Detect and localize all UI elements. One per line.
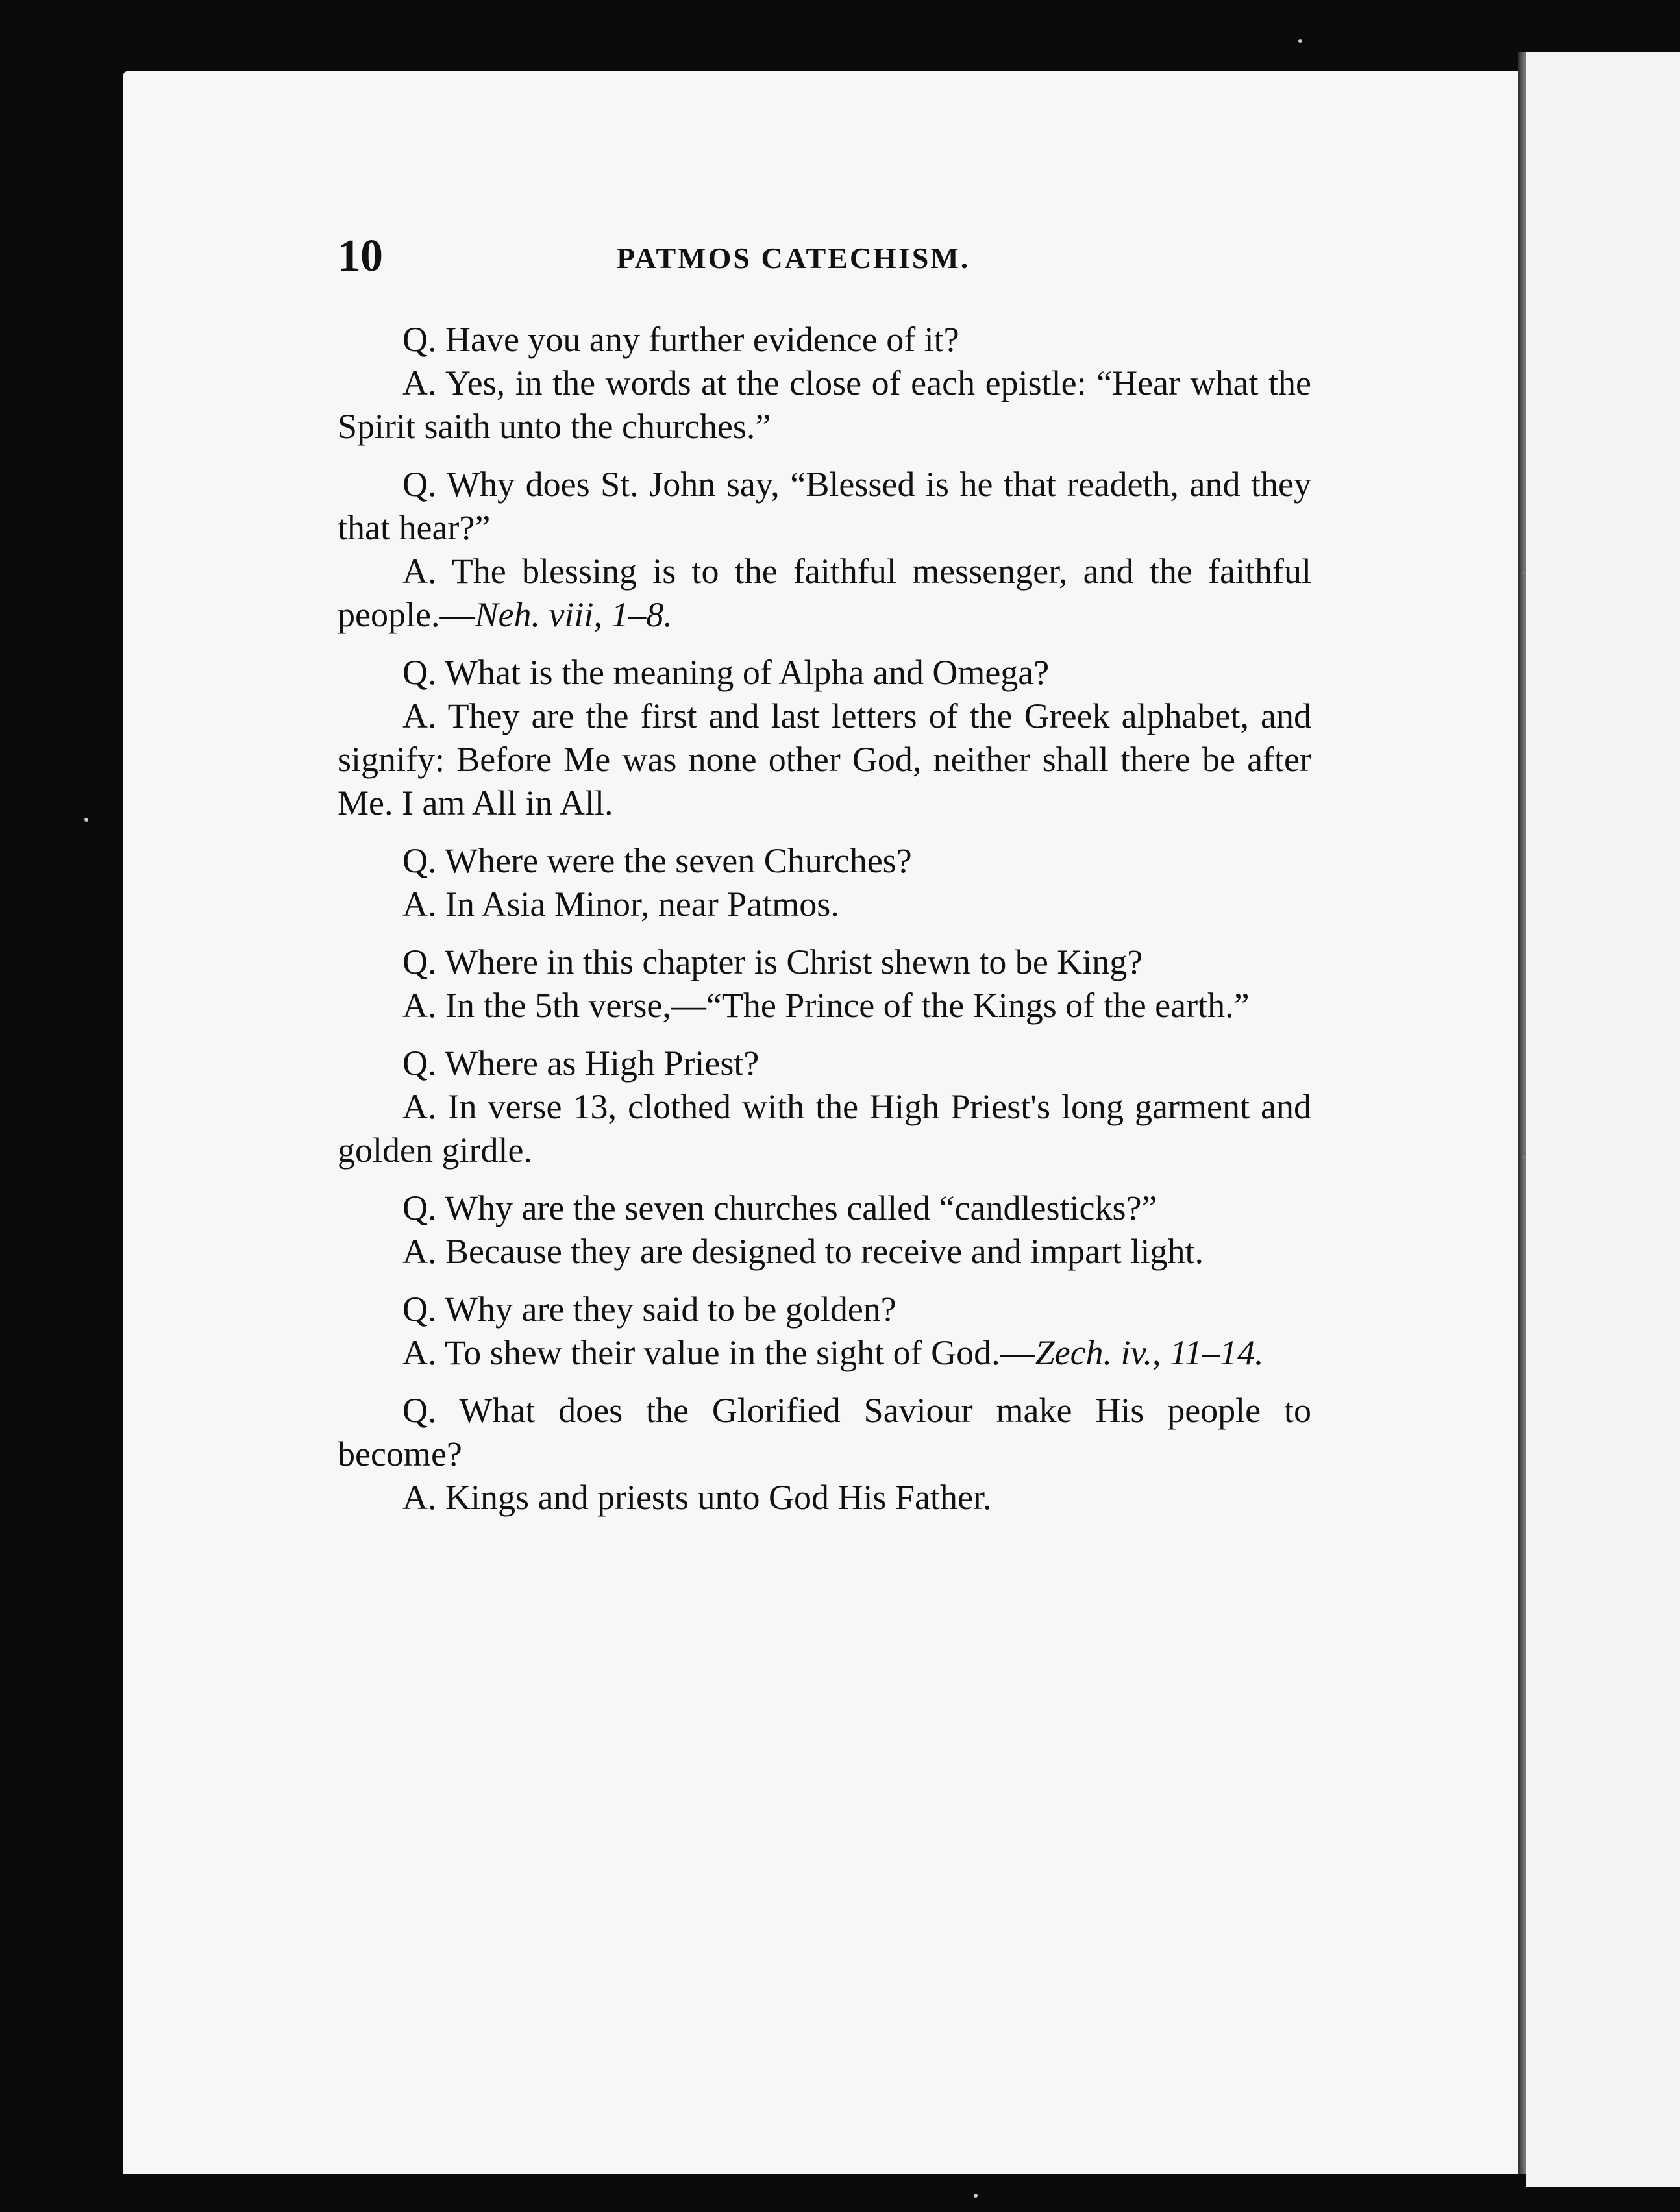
qa-block (338, 1389, 1311, 1519)
answer: A. The blessing is to the faithful messenger, and the faithful people.—Neh. viii, 1–8. (338, 552, 1311, 634)
qa-block (338, 318, 1311, 449)
question: Q. What does the Glorified Saviour make His people to become? (338, 1391, 1311, 1473)
question: Q. Where as High Priest? (402, 1044, 760, 1083)
question: Q. What is the meaning of Alpha and Omega? (402, 653, 1050, 692)
citation: Zech. iv., 11–14. (1035, 1333, 1264, 1372)
qa-block (338, 940, 1311, 1027)
answer: A. Because they are designed to receive and impart light. (402, 1232, 1204, 1271)
answer: A. To shew their value in the sight of God.—Zech. iv., 11–14. (402, 1333, 1264, 1372)
answer: A. In Asia Minor, near Patmos. (402, 885, 839, 924)
scan-speck (1522, 571, 1526, 575)
question: Q. Why does St. John say, “Blessed is he that readeth, and they that hear?” (338, 465, 1311, 547)
question: Q. Where were the seven Churches? (402, 841, 912, 880)
catechism-text (338, 318, 1311, 1534)
scan-speck (84, 818, 88, 822)
scan-speck (1522, 1155, 1526, 1159)
question: Q. Why are they said to be golden? (402, 1290, 896, 1329)
qa-block (338, 1288, 1311, 1375)
answer: A. In the 5th verse,—“The Prince of the Kings of the earth.” (402, 986, 1250, 1025)
citation: Neh. viii, 1–8. (475, 595, 673, 634)
answer: A. Yes, in the words at the close of each epistle: “Hear what the Spirit saith unto the churches.” (338, 363, 1311, 446)
question: Q. Have you any further evidence of it? (402, 320, 959, 359)
scan-speck (1298, 39, 1302, 43)
page-header (338, 230, 1298, 289)
qa-block (338, 1042, 1311, 1172)
qa-block (338, 1186, 1311, 1273)
answer: A. In verse 13, clothed with the High Priest's long garment and golden girdle. (338, 1087, 1311, 1170)
qa-block (338, 839, 1311, 926)
qa-block (338, 463, 1311, 637)
qa-block (338, 651, 1311, 825)
page-number: 10 (338, 231, 383, 281)
question: Q. Where in this chapter is Christ shewn to be King? (402, 942, 1143, 981)
facing-page-edge (1526, 52, 1680, 2187)
answer: A. Kings and priests unto God His Father. (402, 1478, 992, 1517)
question: Q. Why are the seven churches called “candlesticks?” (402, 1188, 1157, 1227)
scan-speck (974, 2194, 978, 2198)
running-title: PATMOS CATECHISM. (617, 241, 970, 275)
answer: A. They are the first and last letters of the Greek alphabet, and signify: Before Me was none other God, neither shall there be after Me. I am All in All. (338, 696, 1311, 822)
